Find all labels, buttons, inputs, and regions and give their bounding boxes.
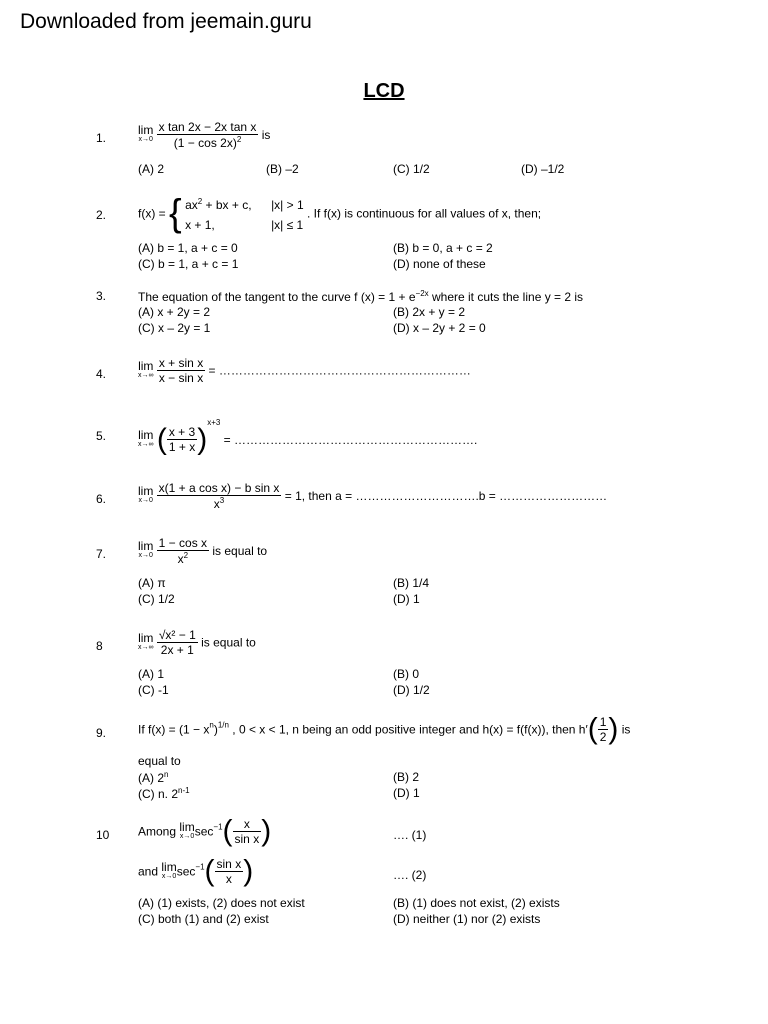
option-a[interactable]: (A) 1 [138, 667, 165, 681]
question-stem-continued: equal to [138, 754, 181, 768]
expression-ref-1: …. (1) [393, 828, 427, 842]
option-d[interactable]: (D) 1 [393, 786, 420, 800]
option-c[interactable]: (C) n. 2$^{n-1}$ [138, 786, 190, 801]
option-a[interactable]: (A) b = 1, a + c = 0 [138, 241, 238, 255]
limit-operator: lim x→∞ [138, 427, 154, 448]
fraction: $\frac{\text{x tan 2x − 2x tan x}}{(1 - \cos 2x)^2}$ [158, 120, 257, 150]
option-d[interactable]: (D) neither (1) nor (2) exists [393, 912, 541, 926]
fraction: $\frac{1}{2}$ [599, 715, 607, 744]
question-stem: The equation of the tangent to the curve f $(x) = 1 + e^{-2x}$ where it cuts the line y = 2 is [138, 289, 584, 304]
question-stem: lim x→∞ $\frac{\text{√x² − 1}}{2x + 1}$ is equal to [138, 628, 256, 657]
fraction: $\frac{\text{x(1 + a cos x) − b sin x}}{x^3}$ [158, 481, 280, 511]
option-b[interactable]: (B) 2x + y = 2 [393, 305, 466, 319]
limit-operator: lim x→0 [161, 859, 177, 880]
page-title: LCD [363, 80, 405, 102]
question-number: 7. [96, 547, 107, 561]
question-stem: f(x) = { $ax^2$ + bx + c, |x| > 1 x + 1, |x| ≤ 1 . If f(x) is continuous for all values of x, then; [138, 192, 542, 235]
option-d[interactable]: (D) x – 2y + 2 = 0 [393, 321, 486, 335]
fraction: $\frac{\text{sin x}}{x}$ [216, 857, 242, 886]
option-b[interactable]: (B) 0 [393, 667, 420, 681]
option-c[interactable]: (C) x – 2y = 1 [138, 321, 211, 335]
option-a[interactable]: (A) 2 [138, 162, 165, 176]
option-b[interactable]: (B) b = 0, a + c = 2 [393, 241, 493, 255]
option-c[interactable]: (C) 1/2 [138, 592, 175, 606]
question-stem: lim x→∞ ( $\frac{x + 3}{1 + x}$ )$^{x+3}$ = ……………………………………………………. [138, 418, 478, 456]
question-number: 2. [96, 208, 107, 222]
option-a[interactable]: (A) x + 2y = 2 [138, 305, 211, 319]
fraction: $\frac{x}{\text{sin x}}$ [234, 817, 260, 846]
option-b[interactable]: (B) (1) does not exist, (2) exists [393, 896, 560, 910]
option-d[interactable]: (D) 1 [393, 592, 420, 606]
question-number: 3. [96, 289, 107, 303]
limit-operator: lim x→0 [138, 123, 154, 143]
option-b[interactable]: (B) –2 [266, 162, 299, 176]
option-d[interactable]: (D) –1/2 [521, 162, 565, 176]
option-c[interactable]: (C) 1/2 [393, 162, 430, 176]
fraction: $\frac{\text{√x² − 1}}{2x + 1}$ [158, 628, 196, 657]
question-number: 9. [96, 726, 107, 740]
question-stem: lim x→∞ $\frac{\text{x + sin x}}{\text{x − sin x}}$ = ……………………………………………………… [138, 356, 471, 385]
option-d[interactable]: (D) 1/2 [393, 683, 430, 697]
question-number: 10 [96, 828, 110, 842]
question-stem-second-expression: and lim x→0 $\sec^{-1}$( $\frac{\text{sin x}}{x}$ ) [138, 854, 254, 888]
fraction: $\frac{x + 3}{1 + x}$ [168, 425, 196, 455]
question-number: 1. [96, 131, 107, 145]
fraction: $\frac{\text{x + sin x}}{\text{x − sin x}}$ [158, 356, 204, 385]
limit-operator: lim x→∞ [138, 358, 154, 379]
expression-ref-2: …. (2) [393, 868, 427, 882]
option-a[interactable]: (A) 2$^n$ [138, 770, 169, 785]
question-number: 4. [96, 367, 107, 381]
limit-operator: lim x→∞ [138, 630, 154, 651]
option-c[interactable]: (C) b = 1, a + c = 1 [138, 257, 239, 271]
question-stem: lim x→0 $\frac{\text{x(1 + a cos x) − b sin x}}{x^3}$ = 1, then a = ………………………….b = ……………………… [138, 481, 608, 511]
limit-operator: lim x→0 [179, 819, 195, 840]
piecewise-cases: $ax^2$ + bx + c, |x| > 1 x + 1, |x| ≤ 1 [185, 197, 304, 232]
question-number: 5. [96, 429, 107, 443]
question-stem: lim x→0 $\frac{\text{x tan 2x − 2x tan x}}{(1 - \cos 2x)^2}$ is [138, 120, 271, 150]
option-a[interactable]: (A) (1) exists, (2) does not exist [138, 896, 305, 910]
option-c[interactable]: (C) both (1) and (2) exist [138, 912, 269, 926]
download-source-header: Downloaded from jeemain.guru [20, 10, 312, 33]
limit-operator: lim x→0 [138, 539, 154, 559]
limit-operator: lim x→0 [138, 484, 154, 504]
option-b[interactable]: (B) 1/4 [393, 576, 430, 590]
question-stem: lim x→0 $\frac{\text{1 − cos x}}{x^2}$ is equal to [138, 536, 268, 566]
option-b[interactable]: (B) 2 [393, 770, 420, 784]
question-number: 8 [96, 639, 103, 653]
fraction: $\frac{\text{1 − cos x}}{x^2}$ [158, 536, 208, 566]
question-number: 6. [96, 492, 107, 506]
option-a[interactable]: (A) π [138, 576, 166, 590]
option-c[interactable]: (C) -1 [138, 683, 169, 697]
question-stem: Among lim x→0 $\sec^{-1}$( $\frac{x}{\text{sin x}}$ ) [138, 814, 272, 848]
option-d[interactable]: (D) none of these [393, 257, 486, 271]
question-stem: If $f(x) = (1 - x^n)^{1/n}$ , 0 < x < 1, n being an odd positive integer and h(x) = f(f(x)), then h′( $\frac{1}{2}$ ) is [138, 712, 631, 746]
